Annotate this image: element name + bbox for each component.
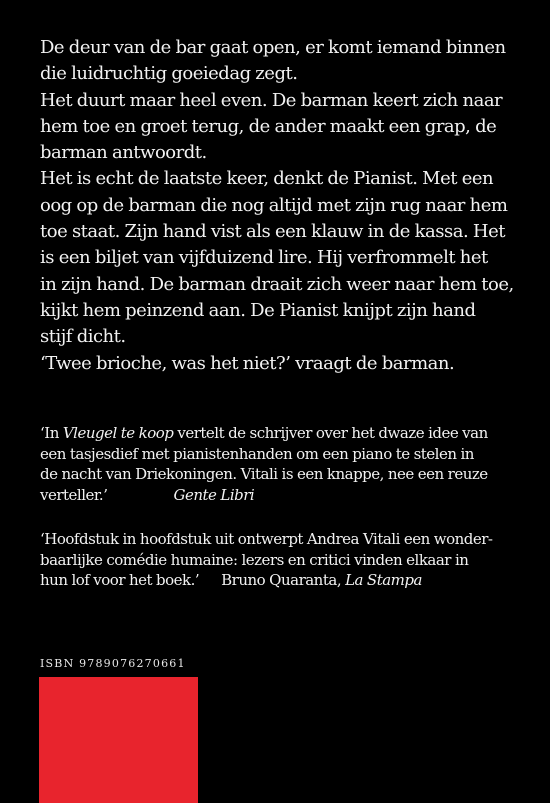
excerpt-line: stijf dicht. bbox=[40, 326, 126, 348]
excerpt-line: kijkt hem peinzend aan. De Pianist knijpt zijn hand bbox=[40, 299, 476, 321]
quote-line: een tasjesdief met pianistenhanden om een piano te stelen in bbox=[40, 444, 474, 463]
excerpt-line: toe staat. Zijn hand vist als een klauw in de kassa. Het bbox=[40, 221, 506, 243]
back-cover-excerpt bbox=[40, 35, 540, 377]
quote-attribution bbox=[221, 570, 422, 591]
quote-line: ‘Hoofdstuk in hoofdstuk uit ontwerpt Andrea Vitali een wonder- bbox=[40, 530, 493, 548]
isbn-label: ISBN 9789076270661 bbox=[40, 657, 186, 670]
quote-text: vertelt de schrijver over het dwaze idee van bbox=[173, 424, 488, 442]
quote-line bbox=[40, 570, 540, 591]
quote-line bbox=[40, 423, 540, 444]
excerpt-line: in zijn hand. De barman draait zich weer naar hem toe, bbox=[40, 273, 514, 295]
excerpt-line: die luidruchtig goeiedag zegt. bbox=[40, 63, 298, 85]
quote-line bbox=[40, 485, 540, 506]
excerpt-line: ‘Twee brioche, was het niet?’ vraagt de barman. bbox=[40, 352, 455, 374]
excerpt-line: is een biljet van vijfduizend lire. Hij verfrommelt het bbox=[40, 247, 488, 269]
quote-text: verteller.’ bbox=[40, 485, 108, 504]
quote-source: Gente Libri bbox=[173, 485, 255, 504]
review-quote-la-stampa bbox=[40, 529, 540, 591]
quote-text: ‘In bbox=[40, 424, 63, 442]
excerpt-line: Het duurt maar heel even. De barman keert zich naar bbox=[40, 89, 503, 111]
barcode-area bbox=[39, 677, 198, 803]
quote-line: baarlijke comédie humaine: lezers en critici vinden elkaar in bbox=[40, 550, 469, 569]
excerpt-line: De deur van de bar gaat open, er komt iemand binnen bbox=[40, 37, 506, 58]
review-quote-gente-libri bbox=[40, 423, 540, 505]
quote-source: La Stampa bbox=[345, 571, 422, 589]
excerpt-line: hem toe en groet terug, de ander maakt een grap, de bbox=[40, 115, 497, 137]
quote-line: de nacht van Driekoningen. Vitali is een knappe, nee een reuze bbox=[40, 465, 488, 483]
excerpt-line: Het is echt de laatste keer, denkt de Pianist. Met een bbox=[40, 168, 494, 190]
quote-text: hun lof voor het boek.’ bbox=[40, 571, 200, 589]
excerpt-line: barman antwoordt. bbox=[40, 142, 207, 164]
quote-author: Bruno Quaranta, bbox=[221, 571, 346, 589]
excerpt-line: oog op de barman die nog altijd met zijn rug naar hem bbox=[40, 194, 508, 216]
book-title: Vleugel te koop bbox=[62, 424, 174, 442]
